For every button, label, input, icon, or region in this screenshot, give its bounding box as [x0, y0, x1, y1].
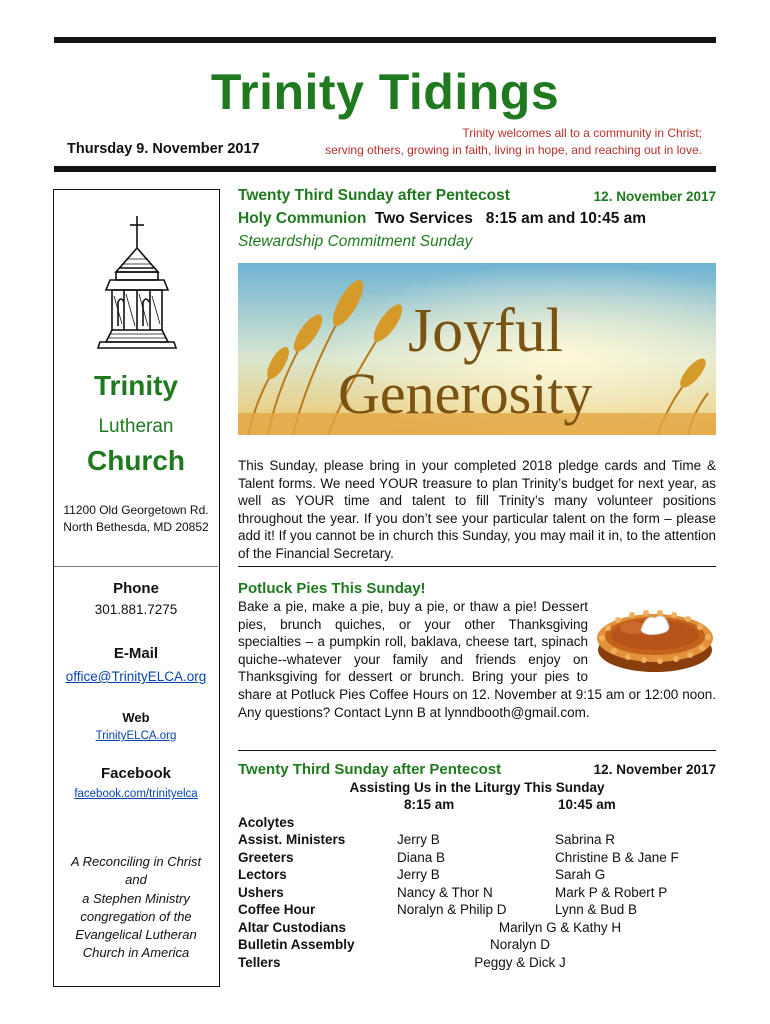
role-label: Lectors [238, 867, 287, 882]
reconciling-line: congregation of the [80, 908, 192, 924]
schedule-row-coffee-hour [238, 902, 716, 920]
time-late: 10:45 am [558, 797, 616, 812]
schedule-row-acolytes [238, 815, 716, 833]
schedule-row-greeters [238, 850, 716, 868]
holy-communion-label: Holy Communion [238, 210, 367, 227]
shared-volunteer: Marilyn G & Kathy H [498, 920, 622, 935]
early-volunteer: Noralyn & Philip D [397, 902, 507, 917]
potluck-section [238, 598, 716, 721]
reconciling-line: Church in America [82, 945, 190, 961]
phone-label: Phone [113, 580, 159, 597]
header-rule [54, 166, 716, 172]
schedule-row-lectors [238, 867, 716, 885]
role-label: Tellers [238, 955, 281, 970]
church-name-trinity: Trinity [93, 370, 178, 401]
banner-word-joyful: Joyful [408, 297, 563, 365]
stewardship-paragraph: This Sunday, please bring in your completed 2018 pledge cards and Time & Talent forms. We need YOUR treasure to plan Trinity’s budget for next year, as well as YOUR time and talent to fill Trinity’s many volunteer positions throughout the year. If you don’t see your particular talent on the form – please add it! If you cannot be in church this Sunday, you may mail it in, to the attention of the Financial Secretary. [238, 458, 716, 561]
schedule-sunday: Twenty Third Sunday after Pentecost [238, 761, 502, 778]
schedule-subheading: Assisting Us in the Liturgy This Sunday [349, 780, 605, 795]
shared-volunteer: Noralyn D [489, 937, 551, 952]
motto-line-2: serving others, growing in faith, living in hope, and reaching out in love. [325, 143, 702, 157]
role-label: Bulletin Assembly [238, 937, 355, 952]
church-name-church: Church [87, 445, 185, 476]
services-text: Two Services 8:15 am and 10:45 am [366, 210, 647, 227]
early-volunteer: Diana B [397, 850, 446, 865]
email-label: E-Mail [113, 645, 159, 662]
reconciling-line: Evangelical Lutheran [75, 927, 197, 943]
schedule-heading [238, 761, 716, 778]
feature-heading [238, 187, 716, 205]
issue-date: Thursday 9. November 2017 [67, 141, 260, 157]
late-volunteer: Lynn & Bud B [555, 902, 638, 917]
late-volunteer: Christine B & Jane F [555, 850, 679, 865]
role-label: Assist. Ministers [238, 832, 346, 847]
banner-word-generosity: Generosity [338, 361, 593, 426]
time-early: 8:15 am [404, 797, 455, 812]
potluck-heading: Potluck Pies This Sunday! [238, 580, 426, 597]
role-label: Coffee Hour [238, 902, 316, 917]
church-steeple-icon [96, 214, 178, 352]
schedule-row-altar-custodians [238, 920, 716, 938]
sidebar [53, 189, 220, 987]
stewardship-theme: Stewardship Commitment Sunday [238, 233, 473, 250]
phone-number: 301.881.7275 [94, 602, 178, 617]
church-motto [280, 125, 702, 159]
pumpkin-pie-icon [594, 600, 716, 678]
late-volunteer: Mark P & Robert P [555, 885, 668, 900]
church-name-lutheran: Lutheran [98, 416, 174, 437]
top-rule [54, 37, 716, 43]
service-times [238, 210, 646, 228]
role-label: Ushers [238, 885, 284, 900]
motto-line-1: Trinity welcomes all to a community in Christ; [462, 126, 702, 140]
address-line-1: 11200 Old Georgetown Rd. [63, 503, 209, 517]
feature-date: 12. November 2017 [593, 189, 716, 204]
banner-image [238, 263, 716, 435]
reconciling-line: A Reconciling in Christ [70, 854, 202, 869]
facebook-link[interactable]: facebook.com/trinityelca [74, 788, 198, 800]
role-label: Greeters [238, 850, 294, 865]
address-line-2: North Bethesda, MD 20852 [63, 520, 209, 534]
potluck-text: Bake a pie, make a pie, buy a pie, or thaw a pie! Dessert pies, brunch quiches, or your other Thanksgiving specialties – a pumpkin roll, baklava, cheese tart, spinach quiche--whatever your family and friends enjoy on Thanksgiving for dessert or brunch. Bring your pies to share at Potluck Pies Coffee Hours on 12. November at 9:15 am or 12:00 noon. Any questions? Contact Lynn B at lynndbooth@gmail.com. [238, 599, 716, 720]
web-label: Web [122, 710, 150, 725]
newsletter-title: Trinity Tidings [210, 64, 560, 120]
schedule-row-assist-ministers [238, 832, 716, 850]
feature-sunday: Twenty Third Sunday after Pentecost [238, 187, 510, 204]
section-divider [238, 750, 716, 751]
shared-volunteer: Peggy & Dick J [474, 955, 566, 970]
schedule-date: 12. November 2017 [593, 762, 716, 777]
sidebar-divider [54, 566, 218, 567]
facebook-label: Facebook [100, 765, 172, 782]
late-volunteer: Sarah G [555, 867, 606, 882]
joyful-generosity-banner [238, 263, 716, 435]
early-volunteer: Jerry B [397, 867, 440, 882]
role-label: Altar Custodians [238, 920, 347, 935]
church-address [54, 502, 218, 536]
schedule-row-bulletin-assembly [238, 937, 716, 955]
early-volunteer: Jerry B [397, 832, 440, 847]
late-volunteer: Sabrina R [555, 832, 616, 847]
reconciling-statement [54, 853, 218, 963]
web-link[interactable]: TrinityELCA.org [95, 730, 177, 742]
schedule-row-ushers [238, 885, 716, 903]
section-divider [238, 566, 716, 567]
early-volunteer: Nancy & Thor N [397, 885, 493, 900]
schedule-row-tellers [238, 955, 716, 973]
reconciling-line: a Stephen Ministry [82, 890, 190, 906]
role-label: Acolytes [238, 815, 295, 830]
email-link[interactable]: office@TrinityELCA.org [65, 669, 207, 684]
reconciling-line: and [125, 872, 147, 888]
